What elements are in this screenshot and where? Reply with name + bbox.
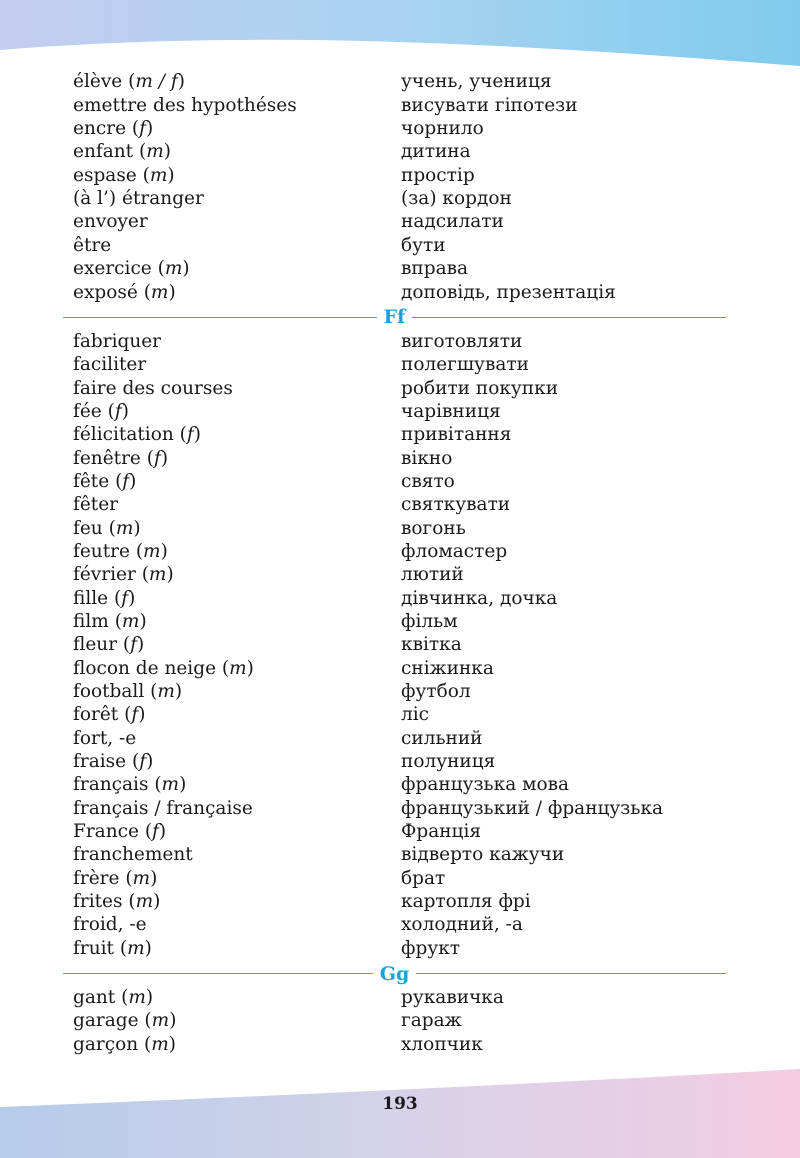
dictionary-entry: [73, 657, 733, 680]
gender-marker: m: [121, 610, 140, 632]
french-word: fête: [73, 470, 110, 492]
dictionary-entry: [73, 118, 733, 141]
gender-marker: m: [148, 564, 167, 586]
ukrainian-translation: чорнило: [401, 118, 484, 140]
french-word: espase: [73, 164, 137, 186]
ukrainian-translation: гараж: [401, 1010, 462, 1032]
ukrainian-translation: ліс: [401, 704, 430, 726]
french-word: élève: [73, 71, 123, 93]
dictionary-entry: [73, 914, 733, 937]
ukrainian-translation: футбол: [401, 681, 471, 703]
ukrainian-translation: вікно: [401, 447, 453, 469]
dictionary-entry: [73, 471, 733, 494]
ukrainian-translation: брат: [401, 867, 446, 889]
gender-marker: f: [154, 447, 161, 469]
french-term: félicitation (f): [73, 424, 201, 446]
french-word: franchement: [73, 844, 193, 866]
dictionary-entry: [73, 891, 733, 914]
ukrainian-translation: учень, учениця: [401, 71, 552, 93]
french-term: enfant (m): [73, 141, 171, 163]
dictionary-entry: [73, 704, 733, 727]
dictionary-entry: [73, 330, 733, 353]
ukrainian-translation: фломастер: [401, 540, 508, 562]
gender-marker: f: [114, 400, 122, 422]
gender-marker: m: [229, 657, 247, 679]
french-word: être: [73, 234, 112, 256]
french-word: fêter: [73, 494, 119, 516]
ukrainian-translation: вогонь: [401, 517, 466, 539]
french-word: garçon: [73, 1033, 139, 1055]
gender-marker: f: [139, 751, 147, 773]
french-term: film (m): [73, 610, 147, 632]
dictionary-entry: [73, 71, 733, 94]
dictionary-entry: [73, 281, 733, 304]
gender-marker: f: [130, 634, 138, 656]
ukrainian-translation: хлопчик: [401, 1033, 483, 1055]
ukrainian-translation: простір: [401, 164, 475, 186]
ukrainian-translation: фрукт: [401, 937, 461, 959]
french-word: exercice: [73, 258, 152, 280]
french-word: faire des courses: [73, 377, 233, 399]
ukrainian-translation: бути: [401, 234, 446, 256]
french-word: félicitation: [73, 424, 174, 446]
ukrainian-translation: робити покупки: [401, 377, 559, 399]
ukrainian-translation: вправа: [401, 258, 469, 280]
dictionary-entry: [73, 564, 733, 587]
french-word: emettre des hypothéses: [73, 94, 297, 116]
french-term: frère (m): [73, 867, 158, 889]
dictionary-entry: [73, 987, 733, 1010]
gender-marker: m: [115, 517, 134, 539]
french-word: fille: [73, 587, 109, 609]
gender-marker: m: [149, 164, 168, 186]
gender-marker: f: [152, 821, 159, 843]
ukrainian-translation: сильний: [401, 727, 483, 749]
french-term: février (m): [73, 564, 174, 586]
divider-line: [63, 317, 377, 318]
gender-marker: m: [128, 987, 146, 1009]
dictionary-entry: [73, 541, 733, 564]
top-decorative-band: [0, 0, 800, 80]
ukrainian-translation: доповідь, презентація: [401, 281, 616, 303]
french-word: fort, -e: [73, 727, 137, 749]
gender-marker: f: [186, 424, 194, 446]
french-word: feu: [73, 517, 103, 539]
french-term: [73, 213, 401, 232]
divider-line: [63, 973, 373, 974]
french-term: feu (m): [73, 517, 141, 539]
dictionary-entry: [73, 494, 733, 517]
gender-marker: m / f: [135, 71, 178, 93]
ukrainian-translation: чарівниця: [401, 400, 501, 422]
gender-marker: m: [164, 258, 183, 280]
ukrainian-translation: квітка: [401, 634, 462, 656]
french-term: encre (f): [73, 118, 154, 140]
french-word: fruit: [73, 937, 114, 959]
dictionary-entry: [73, 867, 733, 890]
dictionary-entry: [73, 164, 733, 187]
ukrainian-translation: дівчинка, дочка: [401, 587, 558, 609]
dictionary-entry: [73, 821, 733, 844]
dictionary-entry: [73, 611, 733, 634]
french-term: garçon (m): [73, 1033, 177, 1055]
french-term: fille (f): [73, 587, 136, 609]
divider-line: [412, 317, 726, 318]
french-word: flocon de neige: [73, 657, 217, 679]
dictionary-entry: [73, 634, 733, 657]
french-term: France (f): [73, 821, 167, 843]
dictionary-entry: [73, 1033, 733, 1056]
dictionary-entry: [73, 774, 733, 797]
french-term: français (m): [73, 774, 187, 796]
ukrainian-translation: полегшувати: [401, 354, 529, 376]
dictionary-entry: [73, 354, 733, 377]
french-word: enfant: [73, 141, 134, 163]
french-term: feutre (m): [73, 540, 168, 562]
ukrainian-translation: дитина: [401, 141, 471, 163]
french-word: français: [73, 774, 149, 796]
ukrainian-translation: картопля фрі: [401, 891, 531, 913]
gender-marker: m: [132, 867, 151, 889]
french-word: froid, -e: [73, 914, 147, 936]
dictionary-entry: [73, 188, 733, 211]
french-word: frère: [73, 867, 120, 889]
dictionary-entry: [73, 751, 733, 774]
french-term: gant (m): [73, 987, 154, 1009]
dictionary-list: [73, 71, 733, 1057]
dictionary-entry: [73, 94, 733, 117]
french-term: [73, 846, 401, 865]
french-term: fée (f): [73, 400, 129, 422]
french-term: fête (f): [73, 470, 137, 492]
gender-marker: f: [131, 704, 139, 726]
french-term: [73, 190, 401, 209]
gender-marker: f: [139, 118, 146, 140]
dictionary-entry: [73, 400, 733, 423]
french-word: football: [73, 681, 145, 703]
french-word: frites: [73, 891, 123, 913]
french-word: fraise: [73, 751, 127, 773]
french-word: français / française: [73, 797, 253, 819]
gender-marker: m: [146, 141, 164, 163]
french-term: exercice (m): [73, 258, 190, 280]
french-word: encre: [73, 118, 127, 140]
french-term: [73, 496, 401, 515]
french-word: faciliter: [73, 354, 147, 376]
ukrainian-translation: фільм: [401, 610, 458, 632]
gender-marker: m: [135, 891, 154, 913]
french-word: fleur: [73, 634, 118, 656]
ukrainian-translation: лютий: [401, 564, 464, 586]
gender-marker: m: [143, 540, 161, 562]
french-word: exposé: [73, 281, 138, 303]
french-word: février: [73, 564, 136, 586]
dictionary-entry: [73, 587, 733, 610]
french-term: fruit (m): [73, 937, 152, 959]
french-term: frites (m): [73, 891, 161, 913]
gender-marker: m: [127, 937, 145, 959]
dictionary-entry: [73, 234, 733, 257]
dictionary-entry: [73, 211, 733, 234]
french-word: feutre: [73, 540, 130, 562]
section-letter: Gg: [379, 962, 410, 985]
ukrainian-translation: полуниця: [401, 751, 496, 773]
french-term: [73, 797, 401, 819]
ukrainian-translation: виготовляти: [401, 330, 523, 352]
french-term: fenêtre (f): [73, 447, 169, 469]
ukrainian-translation: рукавичка: [401, 987, 504, 1009]
french-term: garage (m): [73, 1010, 177, 1032]
french-term: fleur (f): [73, 634, 145, 656]
ukrainian-translation: свято: [401, 470, 455, 492]
french-term: flocon de neige (m): [73, 657, 254, 679]
french-word: fée: [73, 400, 102, 422]
dictionary-entry: [73, 447, 733, 470]
dictionary-entry: [73, 681, 733, 704]
french-word: France: [73, 821, 139, 843]
ukrainian-translation: Франція: [401, 821, 482, 843]
ukrainian-translation: французький / французька: [401, 797, 664, 819]
ukrainian-translation: святкувати: [401, 494, 511, 516]
gender-marker: m: [161, 774, 180, 796]
french-term: fraise (f): [73, 751, 154, 773]
dictionary-entry: [73, 141, 733, 164]
ukrainian-translation: висувати гіпотези: [401, 94, 578, 116]
french-term: [73, 94, 401, 116]
gender-marker: f: [122, 470, 130, 492]
ukrainian-translation: французька мова: [401, 774, 570, 796]
french-word: envoyer: [73, 211, 148, 233]
french-term: [73, 377, 401, 399]
gender-marker: m: [150, 281, 169, 303]
gender-marker: f: [121, 587, 129, 609]
letter-divider: [63, 961, 726, 987]
ukrainian-translation: сніжинка: [401, 657, 494, 679]
gender-marker: m: [157, 681, 175, 703]
french-word: film: [73, 610, 109, 632]
page-number: 193: [382, 1094, 418, 1114]
gender-marker: m: [151, 1033, 169, 1055]
french-word: forêt: [73, 704, 119, 726]
french-word: fenêtre: [73, 447, 141, 469]
ukrainian-translation: надсилати: [401, 211, 504, 233]
dictionary-entry: [73, 517, 733, 540]
ukrainian-translation: (за) кордон: [401, 188, 512, 210]
dictionary-entry: [73, 258, 733, 281]
french-term: [73, 330, 401, 352]
french-term: football (m): [73, 681, 183, 703]
dictionary-entry: [73, 377, 733, 400]
gender-marker: m: [151, 1010, 170, 1032]
ukrainian-translation: привітання: [401, 424, 512, 446]
french-word: (à l’) étranger: [73, 188, 204, 210]
dictionary-entry: [73, 1010, 733, 1033]
letter-divider: [63, 304, 726, 330]
french-term: [73, 234, 401, 256]
french-term: [73, 356, 401, 375]
dictionary-entry: [73, 727, 733, 750]
french-word: garage: [73, 1010, 139, 1032]
dictionary-entry: [73, 844, 733, 867]
french-term: espase (m): [73, 164, 175, 186]
french-word: fabriquer: [73, 330, 162, 352]
dictionary-entry: [73, 424, 733, 447]
french-term: [73, 916, 401, 935]
ukrainian-translation: відверто кажучи: [401, 844, 565, 866]
dictionary-entry: [73, 937, 733, 960]
french-term: élève (m / f): [73, 71, 185, 93]
divider-line: [416, 973, 726, 974]
french-term: exposé (m): [73, 281, 176, 303]
ukrainian-translation: холодний, -а: [401, 914, 523, 936]
dictionary-entry: [73, 797, 733, 820]
french-term: forêt (f): [73, 704, 146, 726]
french-term: [73, 727, 401, 749]
section-letter: Ff: [383, 306, 406, 329]
french-word: gant: [73, 987, 116, 1009]
